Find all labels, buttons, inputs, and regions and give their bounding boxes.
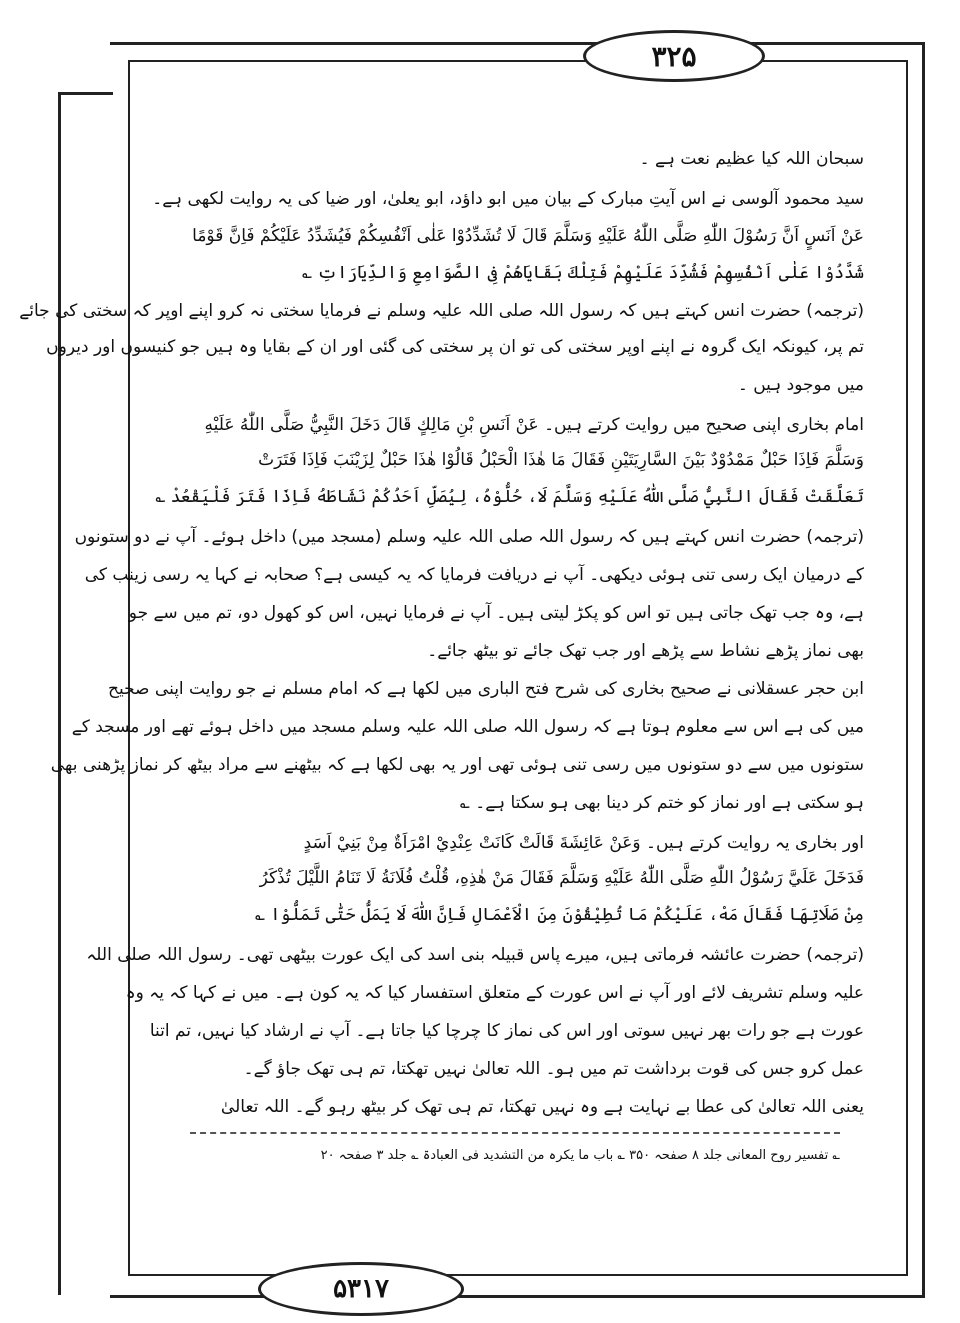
top-page-number: ۳۲۵ bbox=[583, 30, 765, 82]
text-line: ہے، وہ جب تھک جاتی ہیں تو اس کو پکڑ لیتی ہیں۔ آپ نے فرمایا نہیں، اس کو کھول دو، تم میں سے جو bbox=[128, 603, 864, 623]
text-line: بھی نماز پڑھے نشاط سے پڑھے اور جب تھک جائے تو بیٹھ جائے۔ bbox=[427, 641, 864, 661]
text-line: علیہ وسلم تشریف لائے اور آپ نے اس عورت کے متعلق استفسار کیا کہ یہ کون ہے۔ میں نے کہا کہ یہ وہ bbox=[125, 983, 864, 1003]
text-line: میں کی ہے اس سے معلوم ہوتا ہے کہ رسول اللہ صلی اللہ علیہ وسلم مسجد میں داخل ہوئے تھے اور مسجد کے bbox=[71, 717, 864, 737]
footnote-divider bbox=[190, 1132, 840, 1134]
bottom-page-number: ۵۳۱۷ bbox=[258, 1262, 464, 1316]
text-line: ستونوں میں سے دو ستونوں میں رسی تنی ہوئی تھی اور یہ بھی لکھا ہے کہ بیٹھنے سے مراد بیٹھ کر نماز پڑھنی بھی bbox=[50, 755, 864, 775]
text-line: (ترجمہ) حضرت انس کہتے ہیں کہ رسول اللہ صلی اللہ علیہ وسلم نے فرمایا سختی نہ کرو اپنے اوپر کہ سختی کی جائے bbox=[19, 301, 864, 321]
text-line: ابن حجر عسقلانی نے صحیح بخاری کی شرح فتح الباری میں لکھا ہے کہ امام مسلم نے جو روایت اپنی صحیح bbox=[107, 679, 864, 699]
text-line: سبحان اللہ کیا عظیم نعت ہے ۔ bbox=[639, 149, 864, 169]
arabic-line: وَسَلَّمَ فَاِذَا حَبْلٌ مَمْدُوْدٌ بَيْنَ السَّارِيَتَيْنِ فَقَالَ مَا هٰذَا الْحَبْلُ قَالُوْا هٰذَا حَبْلٌ لِزَيْنَبَ فَاِذَا فَتَرَتْ bbox=[258, 450, 864, 470]
text-line: تم پر، کیونکہ ایک گروہ نے اپنے اوپر سختی کی تو ان پر سختی کی گئی اور ان کے بقایا وہ ہیں جو کنیسوں اور دیروں bbox=[46, 337, 864, 357]
text-line: (ترجمہ) حضرت عائشہ فرماتی ہیں، میرے پاس قبیلہ بنی اسد کی ایک عورت بیٹھی تھی۔ رسول اللہ صلی اللہ bbox=[86, 945, 864, 965]
arabic-line: مِنْ صَلَاتِهَا فَقَالَ مَهْ، عَلَيْكُمْ مَا تُطِيْقُوْنَ مِنَ الْاَعْمَالِ فَاِنَّ اللّٰهَ لَا يَمَلُّ حَتّٰى تَمَلُّوْا ؎ bbox=[255, 905, 864, 925]
arabic-line: تَعَلَّقَتْ فَقَالَ النَّبِيُّ صَلَّى اللّٰهُ عَلَيْهِ وَسَلَّمَ لَا، حُلُّوْهُ، لِيُصَلِّ اَحَدُكُمْ نَشَاطَهُ فَاِذَا فَتَرَ فَلْيَقْعُدْ ؎ bbox=[155, 487, 864, 507]
outer-frame-left bbox=[58, 92, 113, 1295]
text-line: کے درمیان ایک رسی تنی ہوئی دیکھی۔ آپ نے دریافت فرمایا کہ یہ کیسی ہے؟ صحابہ نے کہا یہ رسی زینب کی bbox=[84, 565, 864, 585]
text-line: سید محمود آلوسی نے اس آیتِ مبارک کے بیان میں ابو داؤد، ابو یعلیٰ، اور ضیا کی یہ روایت لکھی ہے۔ bbox=[152, 189, 864, 209]
text-line: ہو سکتی ہے اور نماز کو ختم کر دینا بھی ہو سکتا ہے۔ ؎ bbox=[459, 793, 864, 813]
arabic-line: امام بخاری اپنی صحیح میں روایت کرتے ہیں۔ عَنْ اَنَسِ بْنِ مَالِكٍ قَالَ دَخَلَ النَّبِيُّ صَلَّى اللّٰهُ عَلَيْهِ bbox=[204, 415, 864, 435]
text-line: عورت ہے جو رات بھر نہیں سوتی اور اس کی نماز کا چرچا کیا جاتا ہے۔ آپ نے ارشاد کیا نہیں، تم اتنا bbox=[149, 1021, 864, 1041]
text-line: یعنی اللہ تعالیٰ کی عطا بے نہایت ہے وہ نہیں تھکتا، تم ہی تھک کر بیٹھ رہو گے۔ اللہ تعالیٰ bbox=[220, 1097, 864, 1117]
arabic-line: فَدَخَلَ عَلَيَّ رَسُوْلُ اللّٰهِ صَلَّى اللّٰهُ عَلَيْهِ وَسَلَّمَ فَقَالَ مَنْ هٰذِهِ، قُلْتُ فُلَانَةُ لَا تَنَامُ اللَّيْلَ تُذْكَرُ bbox=[259, 868, 864, 888]
footnote: ؎ تفسیر روح المعانی جلد ۸ صفحہ ۳۵۰ ؎ باب ما یکرہ من التشدید فی العبادۃ ؎ جلد ۳ صفحہ ۲۰ bbox=[320, 1148, 840, 1163]
arabic-line: شَدَّدُوْا عَلٰى اَنْفُسِهِمْ فَشُدِّدَ عَلَيْهِمْ فَتِلْكَ بَقَايَاهُمْ فِى الصَّوَامِعِ وَالدِّيَارَاتِ ؎ bbox=[301, 263, 864, 283]
arabic-line: عَنْ اَنَسٍ اَنَّ رَسُوْلَ اللّٰهِ صَلَّى اللّٰهُ عَلَيْهِ وَسَلَّمَ قَالَ لَا تُشَدِّدُوْا عَلٰى اَنْفُسِكُمْ فَيُشَدِّدُ عَلَيْكُمْ فَاِنَّ قَوْمًا bbox=[192, 226, 864, 246]
arabic-line: اور بخاری یہ روایت کرتے ہیں۔ وَعَنْ عَائِشَةَ قَالَتْ كَانَتْ عِنْدِيْ امْرَاَةٌ مِنْ بَنِيْ اَسَدٍ bbox=[303, 833, 864, 853]
text-line: عمل کرو جس کی قوت برداشت تم میں ہو۔ اللہ تعالیٰ نہیں تھکتا، تم ہی تھک جاؤ گے۔ bbox=[243, 1059, 864, 1079]
text-line: میں موجود ہیں ۔ bbox=[737, 375, 864, 395]
text-line: (ترجمہ) حضرت انس کہتے ہیں کہ رسول اللہ صلی اللہ علیہ وسلم (مسجد میں) داخل ہوئے۔ آپ نے دو ستونوں bbox=[74, 527, 864, 547]
